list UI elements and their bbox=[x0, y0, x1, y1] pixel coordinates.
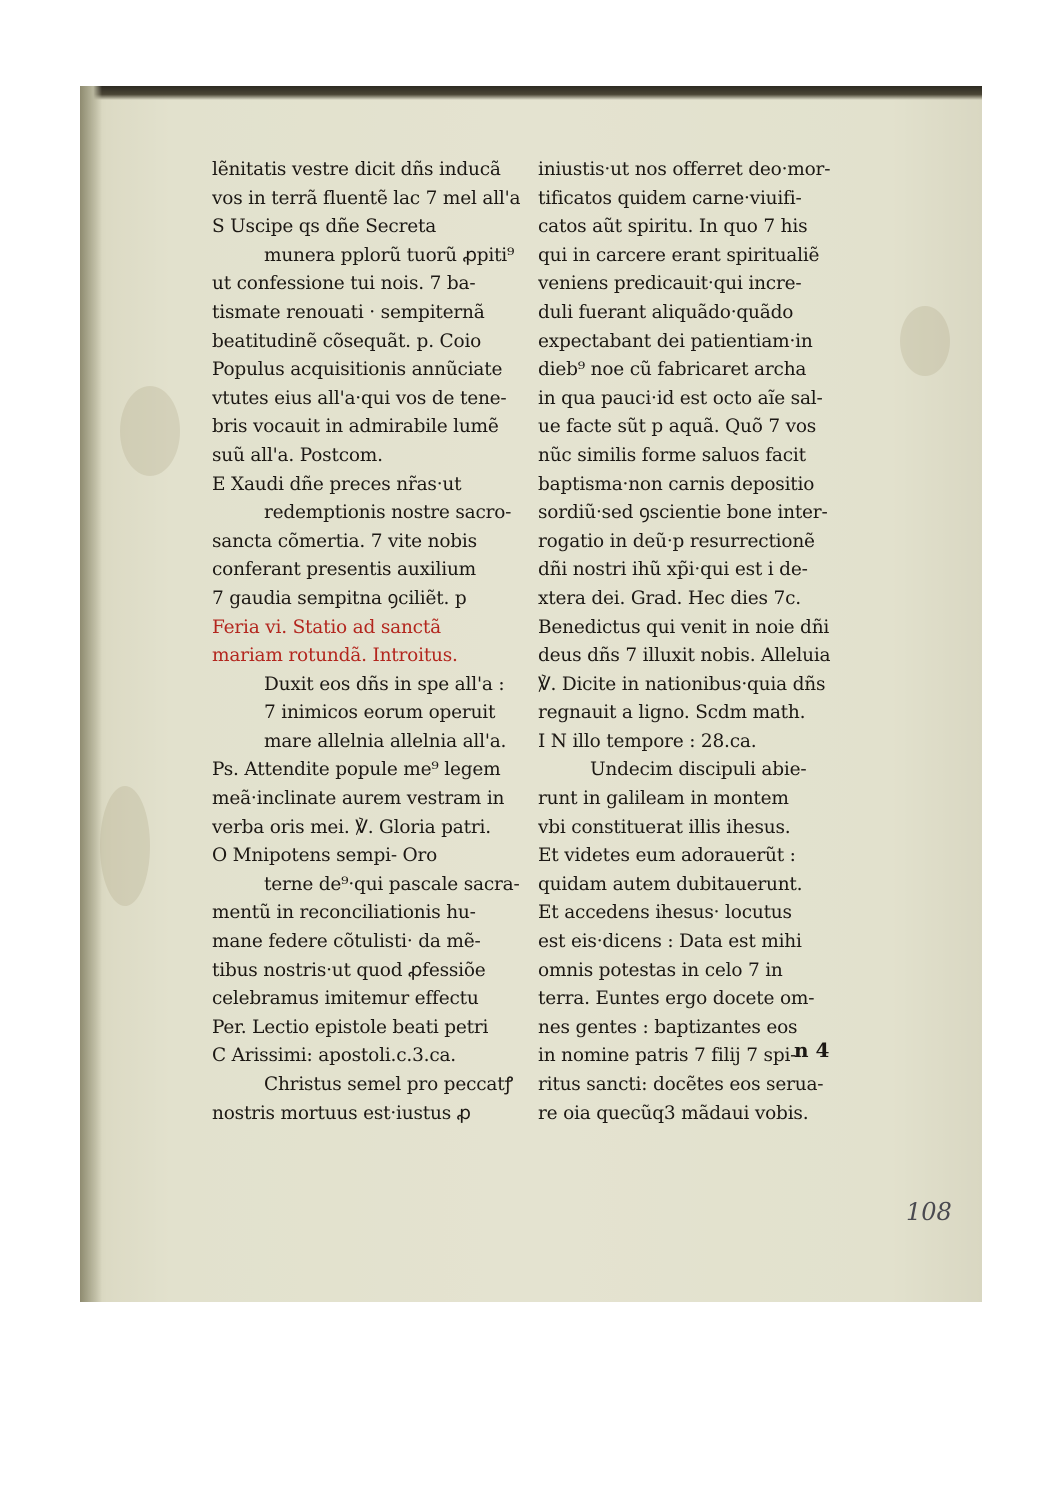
text-line: duli fuerant aliquãdo·quãdo bbox=[538, 301, 794, 323]
text-line: quidam autem dubitauerunt. bbox=[538, 873, 803, 895]
text-line: qui in carcere erant spiritualiẽ bbox=[538, 244, 820, 266]
text-line: nostris mortuus est·iustus ꝓ bbox=[212, 1102, 471, 1124]
text-line: nũc similis forme saluos facit bbox=[538, 444, 806, 466]
text-line: in nomine patris 7 filij 7 spi- bbox=[538, 1045, 797, 1067]
text-line: omnis potestas in celo 7 in bbox=[538, 959, 783, 981]
text-line: 7 gaudia sempitna ꝯciliẽt. p bbox=[212, 587, 467, 609]
text-line: mentũ in reconciliationis hu- bbox=[212, 902, 476, 924]
text-line: nes gentes : baptizantes eos bbox=[538, 1016, 798, 1038]
text-line: catos aũt spiritu. In quo 7 his bbox=[538, 216, 808, 238]
text-line: beatitudinẽ cõsequãt. p. Coio bbox=[212, 330, 482, 352]
text-line: Et videtes eum adorauerũt : bbox=[538, 845, 796, 867]
text-line: runt in galileam in montem bbox=[538, 788, 789, 810]
text-line: verba oris mei. ℣. Gloria patri. bbox=[212, 816, 491, 838]
text-line: meã·inclinate aurem vestram in bbox=[212, 788, 505, 810]
text-line: ut confessione tui nois. 7 ba- bbox=[212, 273, 476, 295]
right-text-column bbox=[538, 156, 853, 1128]
text-line: S Uscipe qs dñe Secreta bbox=[212, 216, 437, 238]
text-line: terra. Euntes ergo docete om- bbox=[538, 988, 815, 1010]
text-line: vbi constituerat illis ihesus. bbox=[538, 816, 791, 838]
text-line: expectabant dei patientiam·in bbox=[538, 330, 813, 352]
text-line: ℣. Dicite in nationibus·quia dñs bbox=[538, 673, 826, 695]
text-line: tibus nostris·ut quod ꝓfessiõe bbox=[212, 959, 486, 981]
text-line: lẽnitatis vestre dicit dñs inducã bbox=[212, 159, 501, 180]
text-line: baptisma·non carnis depositio bbox=[538, 473, 815, 495]
text-line: est eis·dicens : Data est mihi bbox=[538, 931, 802, 953]
folio-number: 108 bbox=[906, 1198, 952, 1226]
paper-stain bbox=[120, 386, 180, 476]
text-line: dñi nostri ihũ xp̃i·qui est i de- bbox=[538, 559, 808, 581]
text-line: regnauit a ligno. Scdm math. bbox=[538, 702, 806, 724]
text-line: celebramus imitemur effectu bbox=[212, 988, 479, 1010]
text-line: Christus semel pro peccatꝭ bbox=[264, 1074, 514, 1095]
manuscript-page-scan bbox=[80, 86, 982, 1302]
paper-stain bbox=[900, 306, 950, 376]
text-line: vos in terrã fluentẽ lac 7 mel all'a bbox=[212, 187, 521, 209]
text-line: Benedictus qui venit in noie dñi bbox=[538, 616, 830, 638]
text-line: dieb⁹ noe cũ fabricaret archa bbox=[538, 359, 807, 381]
text-line: xtera dei. Grad. Hec dies 7c. bbox=[538, 587, 801, 609]
rubric-line: mariam rotundã. Introitus. bbox=[212, 645, 458, 667]
text-line: in qua pauci·id est octo aĩe sal- bbox=[538, 387, 823, 409]
text-line: sordiũ·sed ꝯscientie bone inter- bbox=[538, 502, 828, 524]
text-line: I N illo tempore : 28.ca. bbox=[538, 730, 757, 752]
signature-mark: n 4 bbox=[794, 1038, 830, 1062]
text-line: Per. Lectio epistole beati petri bbox=[212, 1016, 489, 1038]
text-line: Undecim discipuli abie- bbox=[590, 759, 807, 781]
text-line: munera pplorũ tuorũ ꝓpiti⁹ bbox=[264, 244, 515, 266]
text-line: C Arissimi: apostoli.c.3.ca. bbox=[212, 1045, 456, 1067]
text-line: terne de⁹·qui pascale sacra- bbox=[264, 873, 520, 895]
text-line: deus dñs 7 illuxit nobis. Alleluia bbox=[538, 645, 831, 667]
text-line: ritus sancti: docẽtes eos serua- bbox=[538, 1074, 824, 1095]
text-line: O Mnipotens sempi- Oro bbox=[212, 845, 438, 867]
left-text-column bbox=[212, 156, 527, 1128]
text-line: tismate renouati · sempiternã bbox=[212, 301, 485, 323]
text-line: vtutes eius all'a·qui vos de tene- bbox=[212, 387, 507, 409]
text-line: tificatos quidem carne·viuifi- bbox=[538, 187, 802, 209]
text-line: Populus acquisitionis annũciate bbox=[212, 359, 503, 381]
text-line: suũ all'a. Postcom. bbox=[212, 444, 383, 466]
text-line: mane federe cõtulisti· da mẽ- bbox=[212, 931, 481, 953]
paper-stain bbox=[100, 786, 150, 906]
text-line: sancta cõmertia. 7 vite nobis bbox=[212, 530, 477, 552]
text-line: veniens predicauit·qui incre- bbox=[538, 273, 802, 295]
rubric-line: Feria vi. Statio ad sanctã bbox=[212, 616, 441, 638]
text-line: re oia quecũq3 mãdaui vobis. bbox=[538, 1102, 809, 1124]
text-line: conferant presentis auxilium bbox=[212, 559, 477, 581]
text-line: Et accedens ihesus· locutus bbox=[538, 902, 792, 924]
text-line: Duxit eos dñs in spe all'a : bbox=[264, 673, 505, 695]
text-line: Ps. Attendite popule me⁹ legem bbox=[212, 759, 501, 781]
text-line: redemptionis nostre sacro- bbox=[264, 502, 512, 524]
text-line: 7 inimicos eorum operuit bbox=[264, 702, 496, 724]
text-line: iniustis·ut nos offerret deo·mor- bbox=[538, 159, 831, 180]
text-line: mare allelnia allelnia all'a. bbox=[264, 730, 507, 752]
text-line: ue facte sũt p aquã. Quõ 7 vos bbox=[538, 416, 817, 438]
text-line: E Xaudi dñe preces nr̃as·ut bbox=[212, 473, 462, 495]
text-line: rogatio in deũ·p resurrectionẽ bbox=[538, 530, 815, 552]
text-line: bris vocauit in admirabile lumẽ bbox=[212, 416, 499, 438]
